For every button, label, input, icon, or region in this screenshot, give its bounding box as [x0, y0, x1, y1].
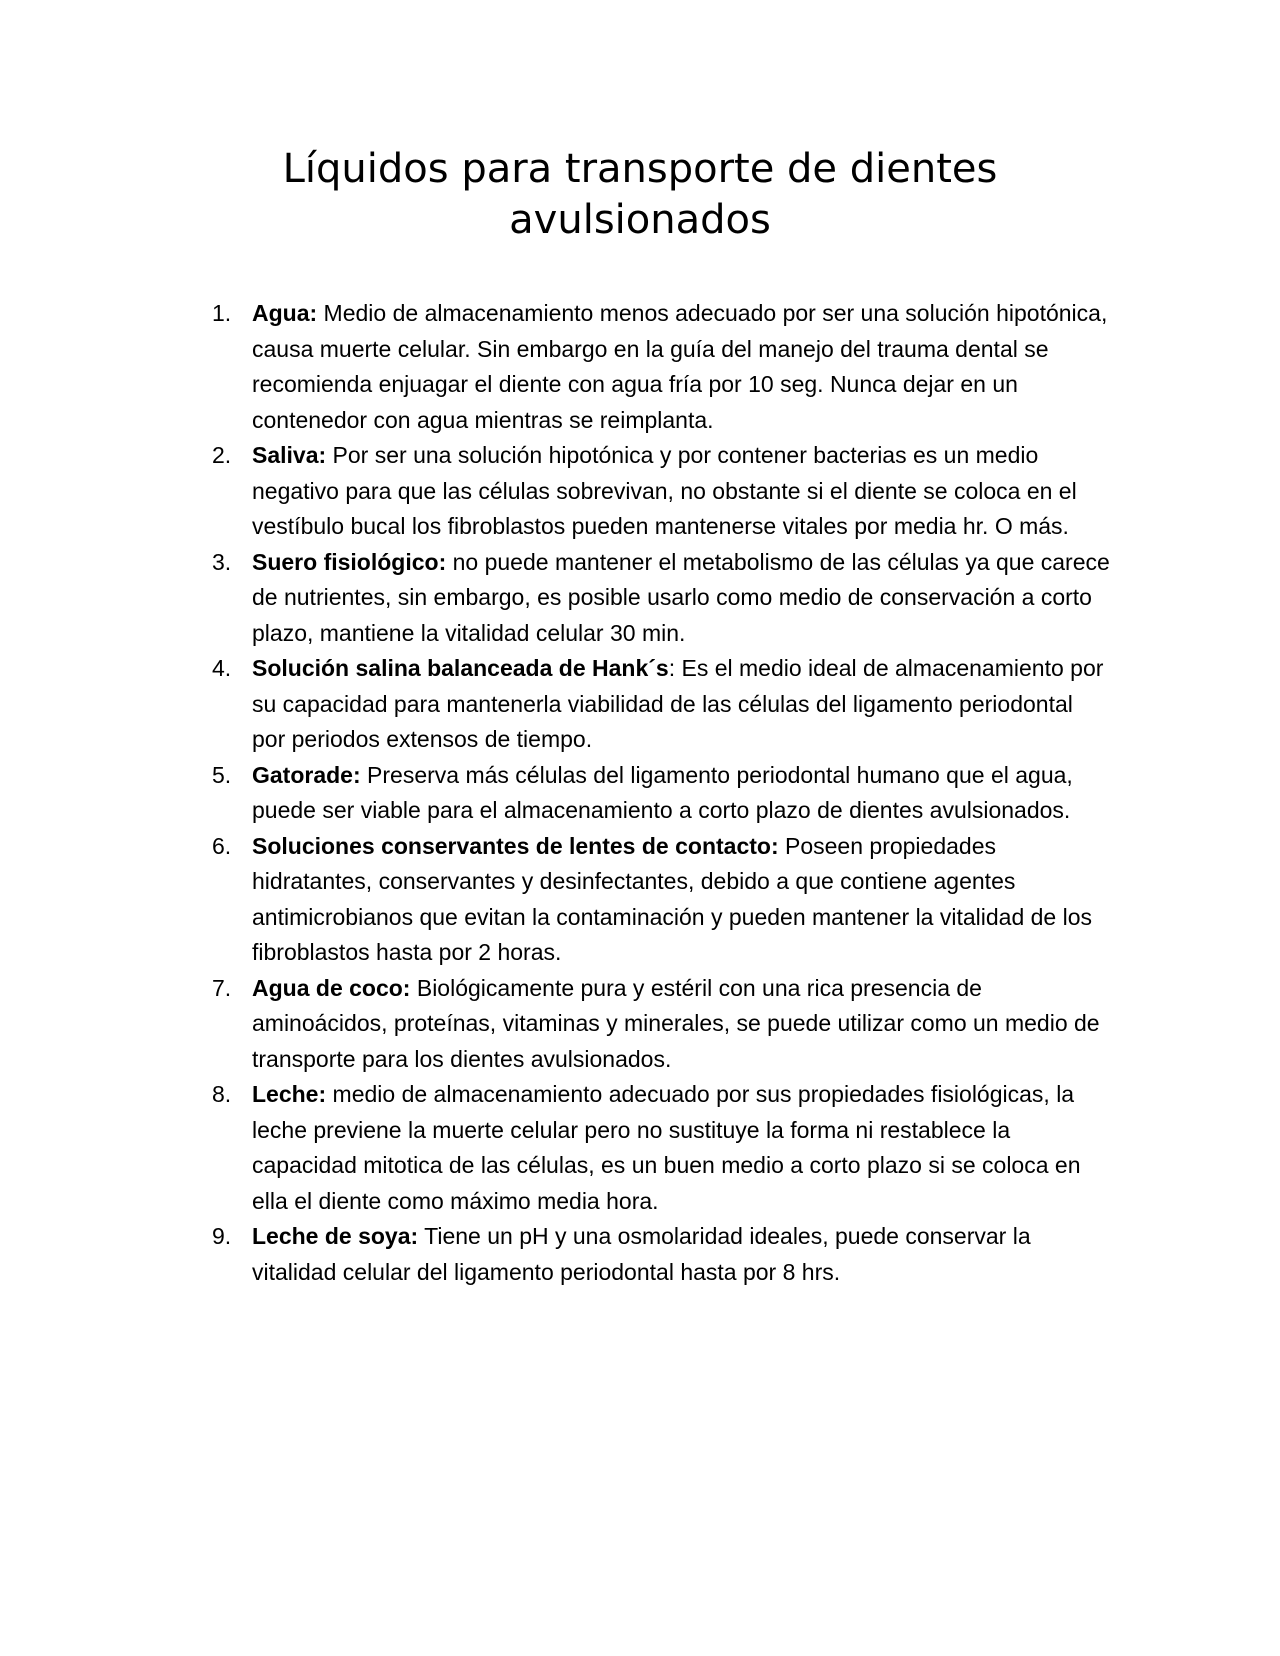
page-title-line-1: Líquidos para transporte de dientes [282, 146, 998, 192]
list-item-term: Gatorade: [252, 761, 361, 788]
list-item-text: Medio de almacenamiento menos adecuado por ser una solución hipotónica, causa muerte celular. Sin embargo en la guía del manejo del trauma dental se recomienda enjuagar el diente con agua fría por 10 seg. Nunca dejar en un contenedor con agua mientras se reimplanta. [252, 300, 1108, 433]
transport-liquids-list [212, 296, 1112, 1290]
list-item-text: Poseen propiedades hidratantes, conservantes y desinfectantes, debido a que contiene agentes antimicrobianos que evitan la contaminación y pueden mantener la vitalidad de los fibroblastos hasta por 2 horas. [252, 832, 1093, 965]
list-item [212, 971, 1112, 1078]
list-item-number: 7. [212, 974, 232, 1001]
list-item-number: 8. [212, 1081, 232, 1107]
list-item-text: Tiene un pH y una osmolaridad ideales, puede conservar la vitalidad celular del ligamento periodontal hasta por 8 hrs. [252, 1223, 1031, 1285]
list-item-term: Leche de soya: [252, 1223, 419, 1249]
list-item [212, 296, 1112, 438]
list-item-term: Soluciones conservantes de lentes de contacto: [252, 832, 779, 859]
list-item-text: Biológicamente pura y estéril con una rica presencia de aminoácidos, proteínas, vitaminas y minerales, se puede utilizar como un medio de transporte para los dientes avulsionados. [252, 974, 1100, 1072]
list-item [212, 651, 1112, 758]
list-item [212, 1219, 1112, 1290]
list-item-term: Agua: [252, 300, 318, 326]
list-item-term: Agua de coco: [252, 974, 411, 1001]
list-item-number: 3. [212, 548, 232, 575]
list-item-text: Preserva más células del ligamento periodontal humano que el agua, puede ser viable para el almacenamiento a corto plazo de dientes avulsionados. [252, 761, 1073, 823]
list-item [212, 829, 1112, 971]
list-item-number: 1. [212, 300, 232, 326]
list-item-number: 9. [212, 1223, 232, 1249]
list-item-term: Suero fisiológico: [252, 548, 447, 575]
list-item-number: 6. [212, 832, 232, 859]
page-title [200, 144, 1080, 246]
list-item [212, 438, 1112, 545]
list-item-number: 4. [212, 655, 232, 681]
list-item [212, 758, 1112, 829]
list-item-term: Saliva: [252, 442, 327, 468]
page-title-line-2: avulsionados [509, 197, 771, 243]
list-item-number: 5. [212, 761, 232, 788]
list-item-term: Solución salina balanceada de Hank´s [252, 655, 669, 681]
list-item-text: Por ser una solución hipotónica y por contener bacterias es un medio negativo para que las células sobrevivan, no obstante si el diente se coloca en el vestíbulo bucal los fibroblastos pueden mantenerse vitales por media hr. O más. [252, 442, 1077, 539]
list-item-number: 2. [212, 442, 232, 468]
list-item-text: : Es el medio ideal de almacenamiento por su capacidad para mantenerla viabilidad de las células del ligamento periodontal por periodos extensos de tiempo. [252, 655, 1104, 752]
list-item-text: medio de almacenamiento adecuado por sus propiedades fisiológicas, la leche previene la muerte celular pero no sustituye la forma ni restablece la capacidad mitotica de las células, es un buen medio a corto plazo si se coloca en ella el diente como máximo media hora. [252, 1081, 1081, 1214]
list-item-term: Leche: [252, 1081, 327, 1107]
list-item [212, 1077, 1112, 1219]
list-item [212, 545, 1112, 652]
list-item-text: no puede mantener el metabolismo de las células ya que carece de nutrientes, sin embargo, es posible usarlo como medio de conservación a corto plazo, mantiene la vitalidad celular 30 min. [252, 548, 1110, 646]
